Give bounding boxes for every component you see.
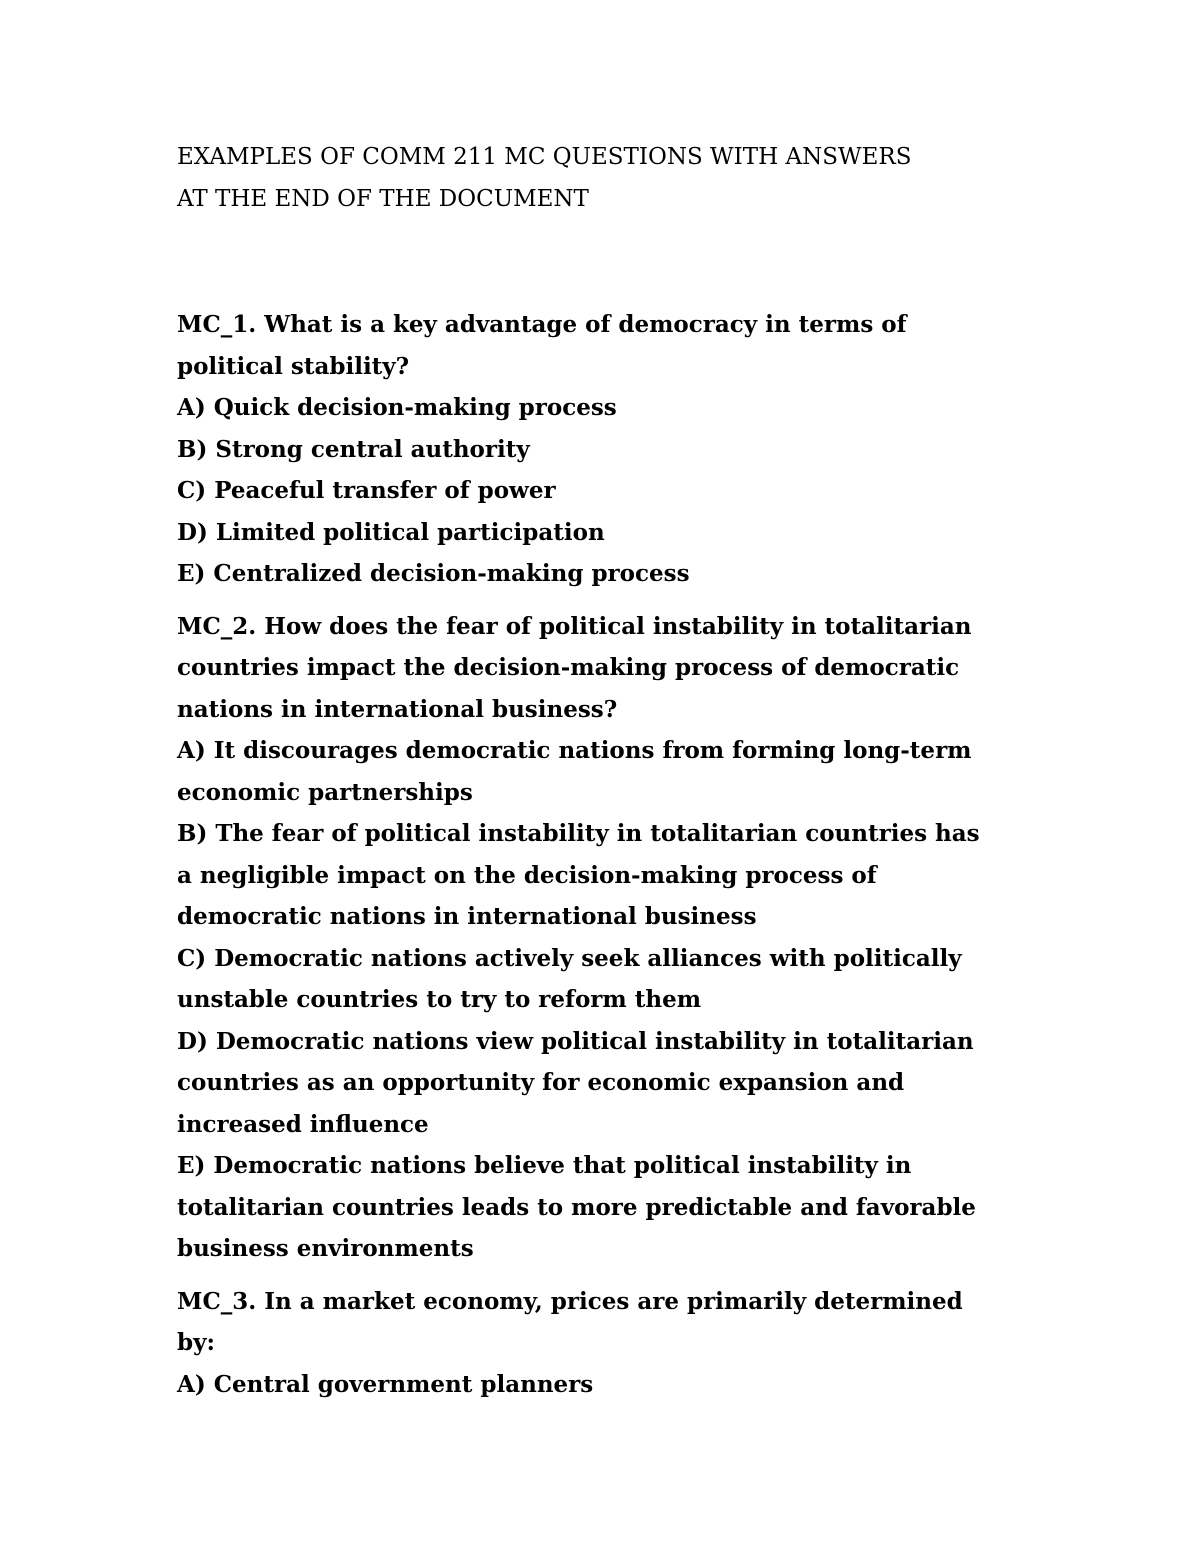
answer-option-a: A) It discourages democratic nations from forming long-term (177, 737, 972, 764)
title-line: EXAMPLES OF COMM 211 MC QUESTIONS WITH ANSWERS (177, 144, 912, 170)
answer-option-d-cont: countries as an opportunity for economic expansion and (177, 1069, 905, 1096)
answer-option-a-cont: economic partnerships (177, 778, 473, 806)
answer-option-e: E) Centralized decision-making process (177, 560, 690, 587)
answer-option-e-cont: totalitarian countries leads to more predictable and favorable (177, 1193, 976, 1221)
answer-option-a: A) Central government planners (177, 1370, 594, 1398)
answer-option-b-cont: a negligible impact on the decision-making process of (177, 861, 877, 889)
title-line: AT THE END OF THE DOCUMENT (177, 185, 589, 212)
answer-option-d-cont: increased influence (177, 1110, 429, 1138)
answer-option-c: C) Democratic nations actively seek alliances with politically (177, 944, 962, 972)
question-text: countries impact the decision-making process of democratic (177, 654, 960, 681)
answer-option-c: C) Peaceful transfer of power (177, 477, 556, 504)
answer-option-e-cont: business environments (177, 1235, 474, 1262)
answer-option-b: B) The fear of political instability in totalitarian countries has (177, 820, 980, 847)
answer-option-b-cont: democratic nations in international business (177, 903, 757, 930)
question-text: MC_1. What is a key advantage of democracy in terms of (177, 311, 907, 338)
answer-option-d: D) Limited political participation (177, 518, 605, 546)
question-text: nations in international business? (177, 695, 618, 723)
question-text: by: (177, 1329, 215, 1356)
question-mc-3 (177, 1281, 1027, 1406)
question-mc-2 (177, 606, 1027, 1270)
answer-option-e: E) Democratic nations believe that political instability in (177, 1152, 912, 1179)
question-text: MC_3. In a market economy, prices are primarily determined (177, 1287, 963, 1315)
answer-option-c-cont: unstable countries to try to reform them (177, 986, 702, 1013)
question-text: political stability? (177, 352, 410, 380)
question-text: MC_2. How does the fear of political instability in totalitarian (177, 612, 972, 640)
question-mc-1 (177, 304, 1027, 595)
answer-option-b: B) Strong central authority (177, 435, 530, 463)
question-list (177, 304, 1027, 1405)
answer-option-d: D) Democratic nations view political instability in totalitarian (177, 1027, 974, 1055)
answer-option-a: A) Quick decision-making process (177, 394, 617, 421)
document-title (177, 137, 1027, 220)
document-body (177, 137, 1027, 1416)
